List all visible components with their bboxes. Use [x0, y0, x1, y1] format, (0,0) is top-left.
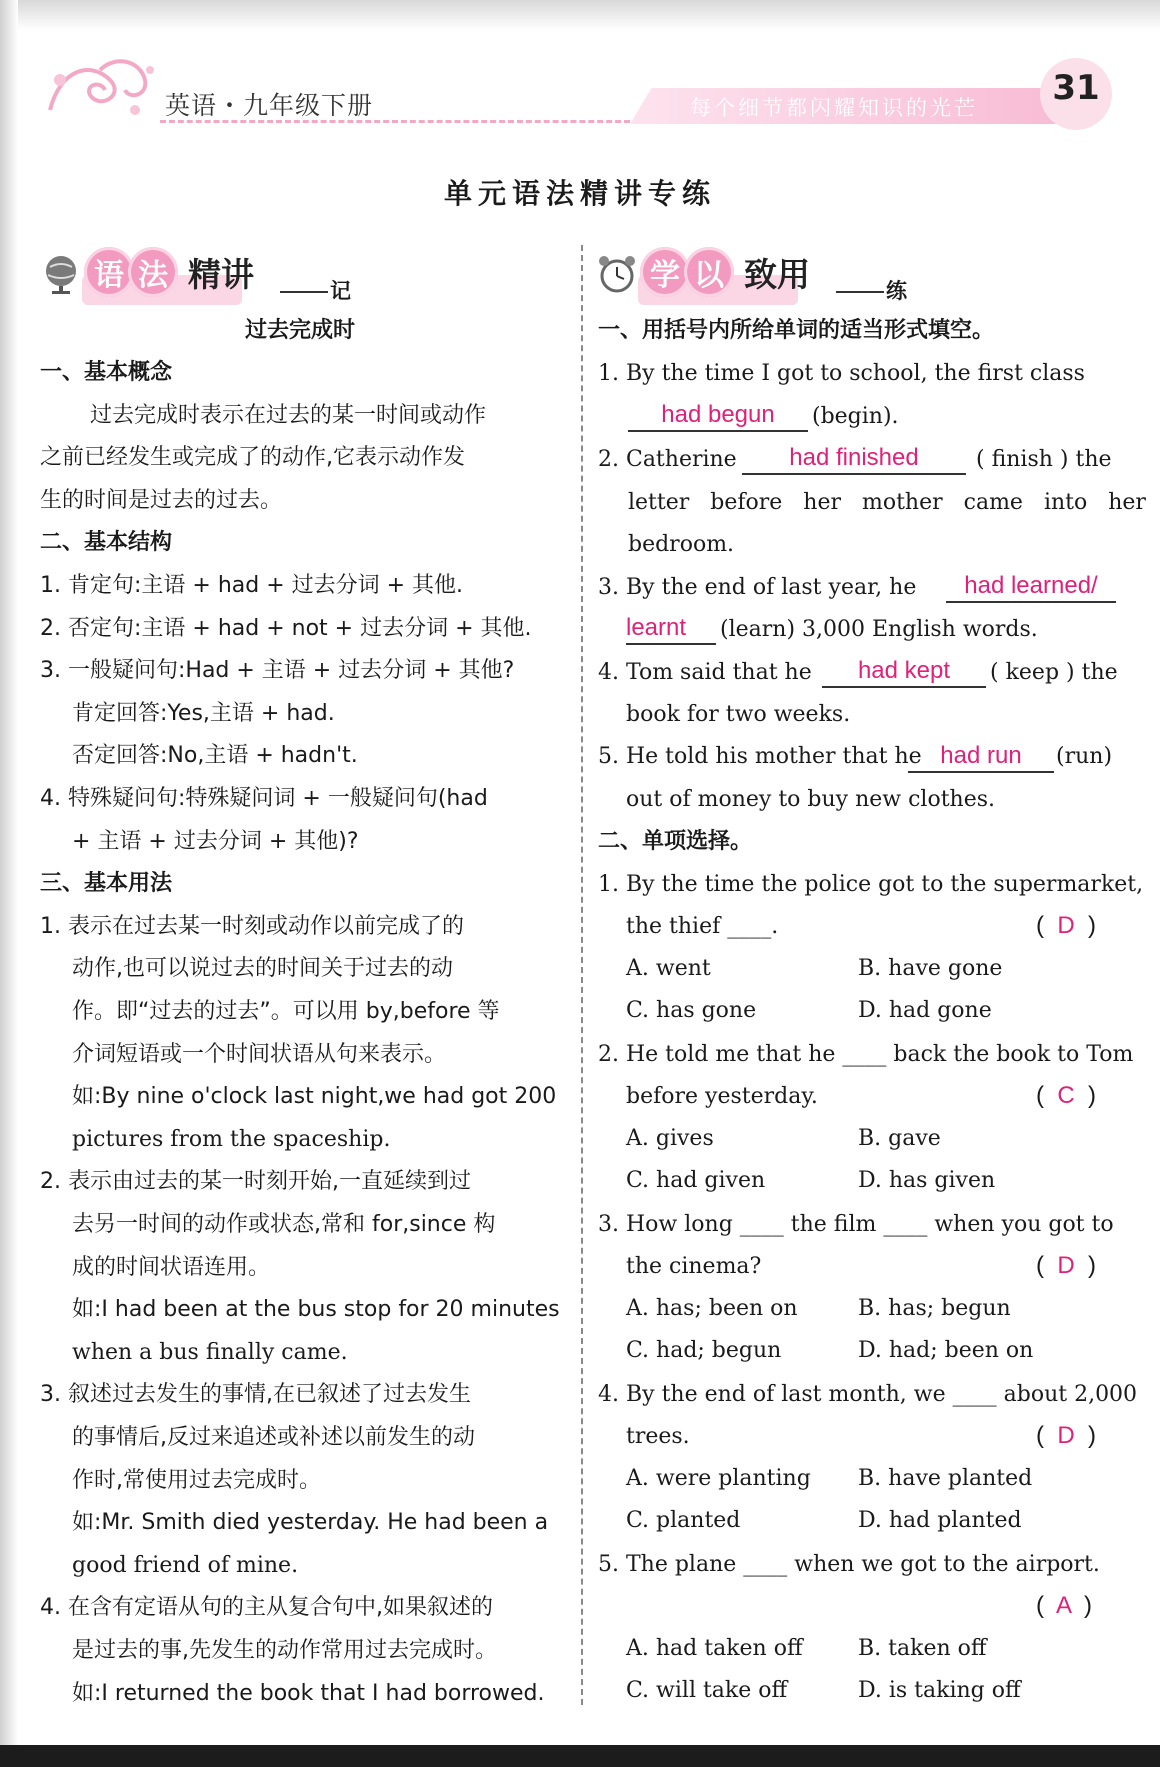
fill-blank-instructions: 一、用括号内所给单词的适当形式填空。 [598, 318, 995, 343]
mc-option: B. have gone [858, 956, 1003, 981]
mc-option: A. went [626, 956, 711, 981]
grammar-line: 过去完成时表示在过去的某一时间或动作 [90, 403, 487, 428]
grammar-line: 动作,也可以说过去的时间关于过去的动 [72, 956, 453, 981]
fill-answer-5: had run [940, 742, 1022, 769]
alarm-clock-icon [596, 253, 638, 295]
mc-question-cont: trees. [626, 1424, 690, 1449]
page-number: 31 [1052, 68, 1100, 108]
mc-answer-letter: C [1057, 1082, 1075, 1109]
fill-question-4: 4. Tom said that he [598, 660, 812, 685]
grammar-line: 否定回答:No,主语 + hadn't. [72, 743, 358, 768]
grammar-line: 作时,常使用过去完成时。 [72, 1468, 321, 1493]
grammar-line: 成的时间状语连用。 [72, 1255, 271, 1280]
mc-option: B. gave [858, 1126, 941, 1151]
fill-answer-1: had begun [661, 401, 775, 428]
section-char: 以 [684, 247, 734, 297]
mc-question: 2. He told me that he ____ back the book to Tom [598, 1042, 1134, 1067]
mc-option: C. planted [626, 1508, 741, 1533]
section-tag-line [836, 291, 884, 293]
section-word: 精讲 [188, 255, 254, 294]
grammar-line: + 主语 + 过去分词 + 其他)? [72, 829, 359, 854]
mc-question-cont: the cinema? [626, 1254, 762, 1279]
fill-hint-4: ( keep ) the [990, 660, 1118, 685]
section-char: 语 [84, 247, 134, 297]
page-title: 单元语法精讲专练 [443, 177, 716, 210]
fill-question-5-cont: out of money to buy new clothes. [626, 787, 996, 812]
grammar-line: 介词短语或一个时间状语从句来表示。 [72, 1042, 447, 1067]
mc-option: C. will take off [626, 1678, 788, 1703]
mc-answer: ( D ) [1036, 1422, 1096, 1449]
section-char: 法 [128, 247, 178, 297]
section-char: 学 [640, 247, 690, 297]
mc-option: C. has gone [626, 998, 757, 1023]
mc-question: 5. The plane ____ when we got to the airport. [598, 1552, 1100, 1577]
answer-blank [822, 686, 986, 688]
slogan-text: 每个细节都闪耀知识的光芒 [690, 96, 978, 120]
answer-blank [946, 601, 1116, 603]
grammar-line: 二、基本结构 [40, 530, 173, 555]
mc-question-cont: before yesterday. [626, 1084, 818, 1109]
scan-bottom-edge [0, 1745, 1160, 1767]
multiple-choice-instructions: 二、单项选择。 [598, 829, 753, 854]
fill-hint-1: (begin). [812, 404, 899, 429]
mc-option: D. has given [858, 1168, 996, 1193]
fill-question-2-cont: letter before her mother came into her [628, 490, 1146, 515]
mc-answer: ( C ) [1036, 1082, 1096, 1109]
grammar-line: 生的时间是过去的过去。 [40, 488, 283, 513]
grammar-line: 如:By nine o'clock last night,we had got 200 [72, 1084, 557, 1109]
fill-question-2: 2. Catherine [598, 447, 737, 472]
fill-answer-3: had learned/ [964, 572, 1098, 599]
grammar-line: 的事情后,反过来追述或补述以前发生的动 [72, 1425, 475, 1450]
grammar-line: 肯定回答:Yes,主语 + had. [72, 701, 335, 726]
grammar-line: 三、基本用法 [40, 871, 173, 896]
grammar-line: 如:I returned the book that I had borrowed. [72, 1681, 545, 1706]
grammar-line: 2. 表示由过去的某一时刻开始,一直延续到过 [40, 1169, 471, 1194]
section-tag: 练 [886, 279, 907, 303]
header-divider [160, 120, 630, 123]
mc-option: B. has; begun [858, 1296, 1011, 1321]
answer-blank [742, 473, 966, 475]
answer-blank [908, 771, 1054, 773]
fill-hint-2: ( finish ) the [976, 447, 1112, 472]
grammar-line: 去另一时间的动作或状态,常和 for,since 构 [72, 1212, 496, 1237]
mc-option: C. had given [626, 1168, 766, 1193]
grammar-line: 是过去的事,先发生的动作常用过去完成时。 [72, 1638, 497, 1663]
fill-question-4-cont: book for two weeks. [626, 702, 851, 727]
mc-question: 4. By the end of last month, we ____ about 2,000 [598, 1382, 1138, 1407]
mc-option: A. were planting [626, 1466, 811, 1491]
grammar-line: 如:I had been at the bus stop for 20 minutes [72, 1297, 560, 1322]
grammar-section-header [40, 245, 560, 305]
answer-blank [626, 643, 716, 645]
grammar-line: 3. 叙述过去发生的事情,在已叙述了过去发生 [40, 1382, 471, 1407]
mc-question: 1. By the time the police got to the supermarket, [598, 872, 1144, 897]
grammar-line: 4. 特殊疑问句:特殊疑问词 + 一般疑问句(had [40, 786, 488, 811]
grammar-line: 3. 一般疑问句:Had + 主语 + 过去分词 + 其他? [40, 658, 515, 683]
mc-option: A. gives [626, 1126, 714, 1151]
mc-answer-letter: A [1056, 1592, 1071, 1619]
mc-option: A. has; been on [626, 1296, 798, 1321]
fill-answer-2: had finished [789, 444, 919, 471]
mc-option: C. had; begun [626, 1338, 782, 1363]
fill-question-5: 5. He told his mother that he [598, 744, 922, 769]
grammar-line: when a bus finally came. [72, 1340, 348, 1365]
mc-answer-letter: D [1057, 1422, 1075, 1449]
mc-option: B. taken off [858, 1636, 987, 1661]
mc-option: B. have planted [858, 1466, 1033, 1491]
fill-hint-3: (learn) 3,000 English words. [720, 617, 1038, 642]
grammar-line: 如:Mr. Smith died yesterday. He had been a [72, 1510, 549, 1535]
scan-top-shadow [0, 0, 1160, 30]
mc-answer-letter: D [1057, 1252, 1075, 1279]
fill-question-3: 3. By the end of last year, he [598, 575, 917, 600]
mc-option: D. is taking off [858, 1678, 1021, 1703]
fill-answer-3-cont: learnt [626, 614, 687, 641]
section-tag-line [280, 291, 328, 293]
section-chars [640, 247, 728, 297]
grammar-line: 1. 肯定句:主语 + had + 过去分词 + 其他. [40, 573, 464, 598]
book-title: 英语・九年级下册 [165, 91, 374, 120]
answer-blank [628, 430, 808, 432]
column-divider [581, 245, 583, 1705]
mc-answer: ( D ) [1036, 912, 1096, 939]
mc-option: D. had planted [858, 1508, 1022, 1533]
practice-section-header [596, 245, 1116, 305]
mc-option: D. had gone [858, 998, 992, 1023]
mc-question: 3. How long ____ the film ____ when you got to [598, 1212, 1114, 1237]
topic-title: 过去完成时 [244, 318, 355, 343]
mc-answer: ( A ) [1036, 1592, 1093, 1619]
mc-option: D. had; been on [858, 1338, 1034, 1363]
grammar-line: good friend of mine. [72, 1553, 299, 1578]
fill-hint-5: (run) [1056, 744, 1113, 769]
fill-answer-4: had kept [857, 657, 951, 684]
section-word: 致用 [744, 255, 810, 294]
grammar-line: 4. 在含有定语从句的主从复合句中,如果叙述的 [40, 1595, 493, 1620]
grammar-line: pictures from the spaceship. [72, 1127, 391, 1152]
globe-icon [40, 253, 82, 295]
mc-option: A. had taken off [626, 1636, 803, 1661]
grammar-line: 之前已经发生或完成了的动作,它表示动作发 [40, 445, 465, 470]
grammar-line: 1. 表示在过去某一时刻或动作以前完成了的 [40, 914, 464, 939]
grammar-line: 作。即“过去的过去”。可以用 by,before 等 [72, 999, 500, 1024]
floral-ornament-icon [40, 50, 160, 130]
mc-answer: ( D ) [1036, 1252, 1096, 1279]
section-tag: 记 [330, 279, 351, 303]
grammar-line: 一、基本概念 [40, 360, 173, 385]
grammar-line: 2. 否定句:主语 + had + not + 过去分词 + 其他. [40, 616, 532, 641]
fill-question-2-end: bedroom. [628, 532, 735, 557]
mc-question-cont: the thief ____. [626, 914, 779, 939]
mc-answer-letter: D [1057, 912, 1075, 939]
fill-question-1: 1. By the time I got to school, the first class [598, 361, 1085, 386]
section-chars [84, 247, 172, 297]
scan-left-shadow [0, 0, 18, 1767]
